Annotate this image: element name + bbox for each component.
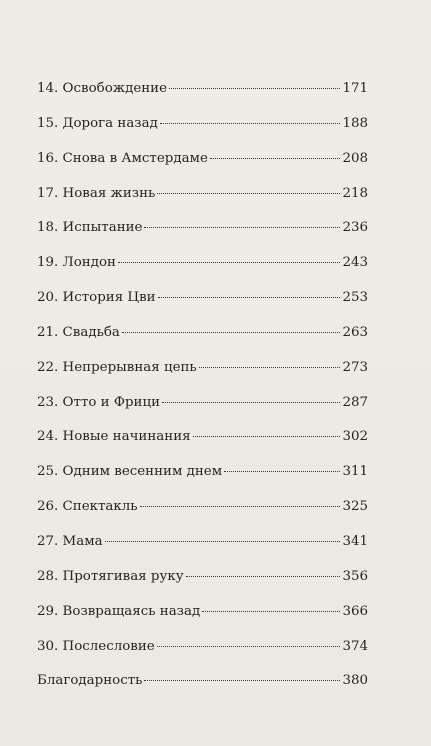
toc-dot-leader [160, 123, 341, 124]
toc-entry-page-number: 253 [342, 290, 368, 306]
toc-entry-page-number: 273 [342, 359, 368, 375]
toc-dot-leader [169, 88, 340, 89]
toc-dot-leader [122, 332, 341, 333]
toc-entry [37, 428, 368, 463]
toc-entry-page-number: 171 [342, 81, 368, 96]
toc-entry-title: 14. Освобождение [37, 81, 168, 96]
toc-dot-leader [144, 227, 340, 228]
toc-entry [37, 394, 368, 429]
toc-dot-leader [105, 541, 341, 542]
toc-dot-leader [210, 158, 341, 159]
toc-entry [37, 359, 368, 394]
toc-entry-title: 18. Испытание [37, 220, 143, 236]
toc-entry-page-number: 236 [342, 220, 368, 236]
toc-dot-leader [199, 367, 341, 368]
toc-entry [37, 80, 368, 115]
toc-entry-title: 21. Свадьба [37, 324, 120, 340]
toc-entry [37, 254, 368, 289]
toc-dot-leader [118, 262, 340, 263]
toc-entry-page-number: 374 [342, 638, 368, 654]
toc-entry [37, 150, 368, 185]
toc-dot-leader [162, 402, 340, 403]
toc-dot-leader [157, 646, 341, 647]
toc-entry [37, 289, 368, 324]
toc-entry [37, 185, 368, 220]
toc-entry-title: 23. Отто и Фрици [37, 394, 160, 410]
toc-entry-title: 16. Снова в Амстердаме [37, 150, 208, 166]
toc-entry-title: 15. Дорога назад [37, 115, 158, 131]
toc-entry [37, 219, 368, 254]
toc-entry-title: 28. Протягивая руку [37, 568, 184, 584]
toc-entry-page-number: 380 [342, 673, 368, 689]
toc-entry [37, 568, 368, 603]
toc-entry [37, 115, 368, 150]
toc-entry-title: 29. Возвращаясь назад [37, 603, 201, 619]
toc-entry-title: 17. Новая жизнь [37, 185, 156, 201]
toc-entry-page-number: 341 [342, 533, 368, 549]
toc-entry-page-number: 302 [342, 429, 368, 445]
toc-entry-page-number: 218 [342, 185, 368, 201]
toc-entry [37, 672, 368, 707]
toc-entry-title: 26. Спектакль [37, 499, 138, 515]
toc-entry-title: 27. Мама [37, 533, 103, 549]
toc-entry-title: Благодарность [37, 673, 143, 689]
toc-entry-page-number: 188 [342, 115, 368, 131]
toc-entry [37, 603, 368, 638]
toc-dot-leader [193, 436, 341, 437]
toc-dot-leader [186, 576, 341, 577]
toc-entry-page-number: 366 [342, 603, 368, 619]
toc-entry-page-number: 208 [342, 150, 368, 166]
toc-dot-leader [157, 193, 340, 194]
toc-dot-leader [140, 506, 341, 507]
toc-entry-page-number: 263 [342, 324, 368, 340]
toc-entry-page-number: 356 [342, 568, 368, 584]
toc-entry-title: 30. Послесловие [37, 638, 155, 654]
toc-dot-leader [202, 611, 340, 612]
toc-entry-page-number: 287 [342, 394, 368, 410]
table-of-contents [37, 80, 368, 707]
toc-dot-leader [158, 297, 341, 298]
toc-entry-title: 20. История Цви [37, 290, 156, 306]
toc-entry-title: 19. Лондон [37, 255, 116, 271]
toc-entry-title: 25. Одним весенним днем [37, 464, 223, 480]
toc-entry-title: 24. Новые начинания [37, 429, 191, 445]
toc-entry-page-number: 243 [342, 255, 368, 271]
toc-dot-leader [144, 680, 340, 681]
toc-entry [37, 324, 368, 359]
toc-entry-page-number: 325 [342, 499, 368, 515]
toc-entry-title: 22. Непрерывная цепь [37, 359, 197, 375]
toc-dot-leader [224, 471, 340, 472]
toc-entry [37, 498, 368, 533]
toc-entry [37, 463, 368, 498]
toc-entry [37, 533, 368, 568]
toc-entry [37, 638, 368, 673]
toc-entry-page-number: 311 [342, 464, 368, 480]
